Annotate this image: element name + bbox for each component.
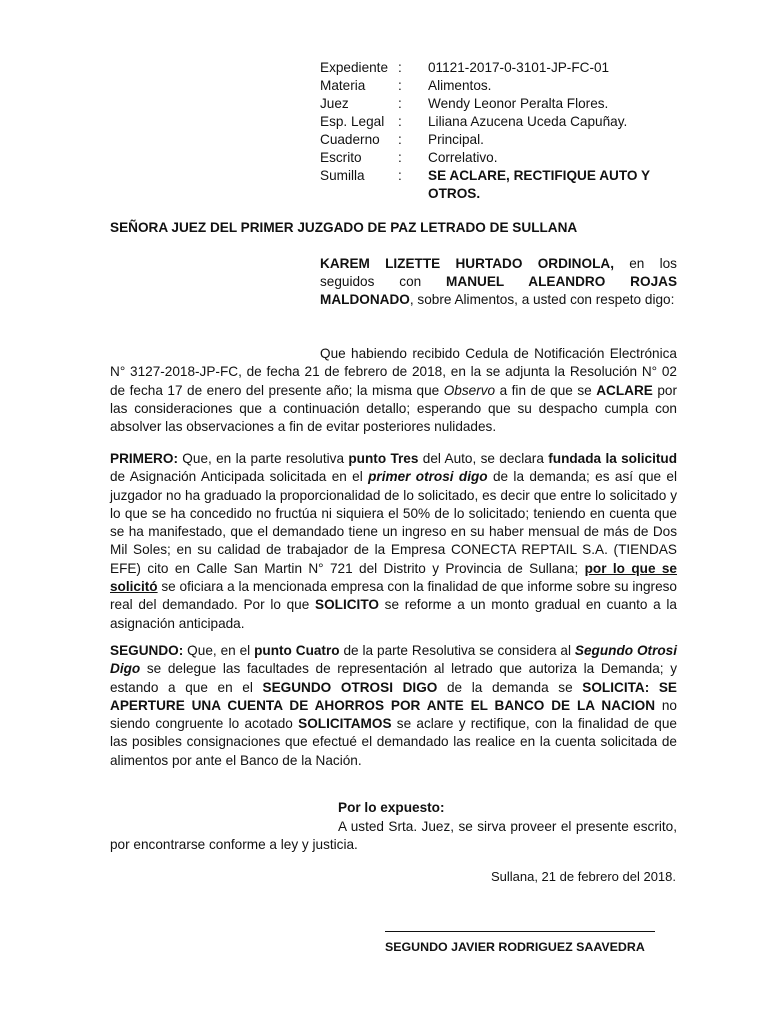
- header-row-sumilla-cont: [320, 185, 678, 203]
- header-row-juez: [320, 95, 678, 113]
- header-value: OTROS.: [428, 186, 481, 201]
- header-value: SE ACLARE, RECTIFIQUE AUTO Y: [428, 168, 651, 183]
- header-row-materia: [320, 77, 678, 95]
- header-value: 01121-2017-0-3101-JP-FC-01: [428, 60, 610, 75]
- header-value: Wendy Leonor Peralta Flores.: [428, 96, 609, 111]
- header-label: Materia: [320, 78, 366, 93]
- signature-name: SEGUNDO JAVIER RODRIGUEZ SAAVEDRA: [385, 940, 645, 954]
- header-colon: :: [398, 150, 402, 165]
- closing-paragraph: A usted Srta. Juez, se sirva proveer el presente escrito, por encontrarse conforme a ley y justicia.: [110, 819, 677, 853]
- header-label: Juez: [320, 96, 349, 111]
- header-row-sumilla: [320, 167, 678, 185]
- header-label: Sumilla: [320, 168, 365, 183]
- header-row-escrito: [320, 149, 678, 167]
- addressee-heading: SEÑORA JUEZ DEL PRIMER JUZGADO DE PAZ LETRADO DE SULLANA: [110, 220, 578, 235]
- paragraph-primero: PRIMERO: Que, en la parte resolutiva punto Tres del Auto, se declara fundada la solicitud de Asignación Anticipada solicitada en el primer otrosi digo de la demanda; es así que el juzgador no ha graduado la proporcionalidad de lo solicitado, es decir que entre lo solicitado y lo que se ha concedido no fructúa ni siquiera el 50% de lo solicitado; teniendo en cuenta que se ha manifestado, que el demandado tiene un ingreso en su haber mensual de más de Dos Mil Soles; en su calidad de trabajador de la Empresa CONECTA REPTAIL S.A. (TIENDAS EFE) cito en Calle San Martin N° 721 del Distrito y Provincia de Sullana; por lo que se solicitó se oficiara a la mencionada empresa con la finalidad de que informe sobre su ingreso real del demandado. Por lo que SOLICITO se reforme a un monto gradual en cuanto a la asignación anticipada.: [110, 451, 678, 631]
- header-colon: :: [398, 78, 402, 93]
- signature-line: [385, 931, 655, 932]
- intro-paragraph: KAREM LIZETTE HURTADO ORDINOLA, en los seguidos con MANUEL ALEANDRO ROJAS MALDONADO, sobre Alimentos, a usted con respeto digo:: [320, 256, 678, 308]
- header-label: Esp. Legal: [320, 114, 385, 129]
- header-colon: :: [398, 60, 402, 75]
- header-value: Principal.: [428, 132, 484, 147]
- header-colon: :: [398, 132, 402, 147]
- header-label: Escrito: [320, 150, 362, 165]
- header-row-expediente: [320, 59, 678, 77]
- case-header: [320, 59, 678, 203]
- header-value: Alimentos.: [428, 78, 492, 93]
- header-label: Expediente: [320, 60, 389, 75]
- paragraph-segundo: SEGUNDO: Que, en el punto Cuatro de la parte Resolutiva se considera al Segundo Otrosi Digo se delegue las facultades de representación al letrado que autoriza la Demanda; y estando a que en el SEGUNDO OTROSI DIGO de la demanda se SOLICITA: SE APERTURE UNA CUENTA DE AHORROS POR ANTE EL BANCO DE LA NACION no siendo congruente lo acotado SOLICITAMOS se aclare y rectifique, con la finalidad de que las posibles consignaciones que efectué el demandado las realice en la cuenta solicitada de alimentos por ante el Banco de la Nación.: [110, 643, 678, 768]
- document-date: Sullana, 21 de febrero del 2018.: [490, 869, 676, 884]
- defendant-name: MANUEL ALEANDRO ROJAS MALDONADO: [320, 274, 678, 308]
- header-value: Correlativo.: [428, 150, 498, 165]
- closing-title: Por lo expuesto:: [338, 800, 445, 815]
- header-label: Cuaderno: [320, 132, 380, 147]
- header-row-cuaderno: [320, 131, 678, 149]
- header-colon: :: [398, 96, 402, 111]
- paragraph-notification: Que habiendo recibido Cedula de Notificación Electrónica N° 3127-2018-JP-FC, de fecha 21 de febrero de 2018, en la se adjunta la Resolución N° 02 de fecha 17 de enero del presente año; la misma que Observo a fin de que se ACLARE por las consideraciones que a continuación detallo; esperando que su despacho cumpla con absolver las observaciones a fin de evitar posteriores nulidades.: [110, 346, 677, 435]
- header-value: Liliana Azucena Uceda Capuñay.: [428, 114, 628, 129]
- header-row-esp-legal: [320, 113, 678, 131]
- plaintiff-name: KAREM LIZETTE HURTADO ORDINOLA,: [320, 256, 614, 271]
- header-colon: :: [398, 168, 402, 183]
- header-colon: :: [398, 114, 402, 129]
